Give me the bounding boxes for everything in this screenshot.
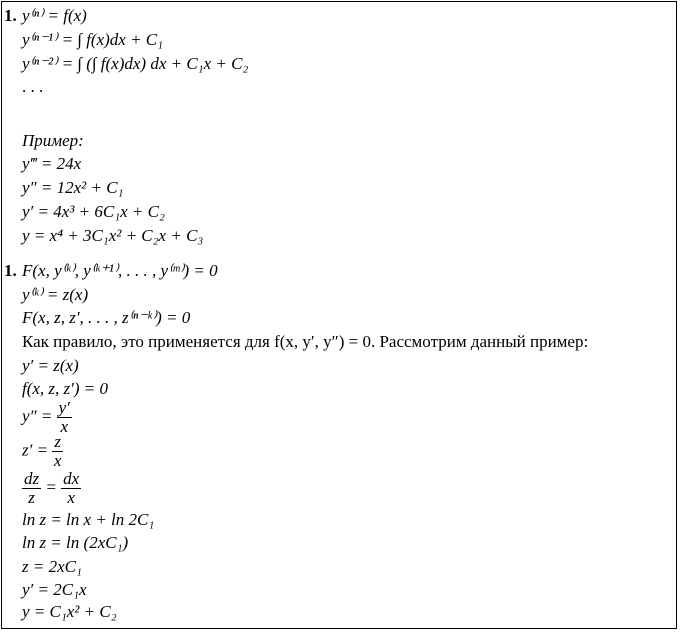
formula-line: y′ = 2C₁x	[22, 580, 87, 599]
section-number: 1.	[4, 261, 17, 280]
formula-line: y′ = 4x³ + 6C₁x + C₂	[22, 202, 165, 221]
formula-line: ln z = ln x + ln 2C₁	[22, 510, 155, 529]
fraction-equation	[22, 470, 81, 507]
fraction-denominator: z	[28, 488, 35, 507]
fraction-denominator: x	[67, 488, 75, 507]
fraction	[61, 470, 81, 507]
fraction-numerator: z	[54, 432, 61, 451]
fraction	[22, 470, 41, 507]
section-number: 1.	[4, 6, 17, 25]
fraction-numerator: y′	[58, 398, 70, 417]
formula-line: y⁽ⁿ⁻²⁾ = ∫ (∫ f(x)dx) dx + C₁x + C₂	[22, 54, 249, 73]
fraction-lhs: y″ =	[22, 406, 53, 426]
fraction	[57, 399, 72, 436]
ellipsis: . . .	[22, 77, 44, 96]
formula-line: y⁽ⁿ⁾ = f(x)	[22, 6, 87, 25]
formula-line: y⁽ᵏ⁾ = z(x)	[22, 285, 89, 304]
formula-line: y = C₁x² + C₂	[22, 602, 117, 621]
fraction-numerator: dx	[63, 469, 80, 488]
fraction-numerator: dz	[24, 469, 40, 488]
formula-line: f(x, z, z′) = 0	[22, 379, 109, 398]
formula-line: F(x, y⁽ᵏ⁾, y⁽ᵏ⁺¹⁾, . . . , y⁽ᵐ⁾) = 0	[22, 261, 218, 280]
formula-line: y = x⁴ + 3C₁x² + C₂x + C₃	[22, 226, 204, 245]
fraction-denominator: x	[60, 417, 69, 436]
formula-line: F(x, z, z′, . . . , z⁽ⁿ⁻ᵏ⁾) = 0	[22, 308, 191, 327]
formula-line: y′ = z(x)	[22, 356, 79, 375]
example-title: Пример:	[22, 131, 84, 150]
fraction	[52, 433, 63, 470]
fraction-equation	[22, 399, 72, 436]
formula-line: ln z = ln (2xC₁)	[22, 533, 129, 552]
fraction-denominator: x	[53, 451, 62, 470]
formula-line: y‴ = 24x	[22, 154, 82, 173]
formula-line: y⁽ⁿ⁻¹⁾ = ∫ f(x)dx + C₁	[22, 30, 164, 49]
fraction-equation	[22, 433, 63, 470]
formula-line: z = 2xC₁	[22, 557, 82, 576]
equals-sign: =	[45, 477, 57, 497]
fraction-lhs: z′ =	[22, 440, 49, 460]
formula-line: y″ = 12x² + C₁	[22, 178, 124, 197]
explanation-text: Как правило, это применяется для f(x, y′, y″) = 0. Рассмотрим данный пример:	[22, 332, 589, 351]
